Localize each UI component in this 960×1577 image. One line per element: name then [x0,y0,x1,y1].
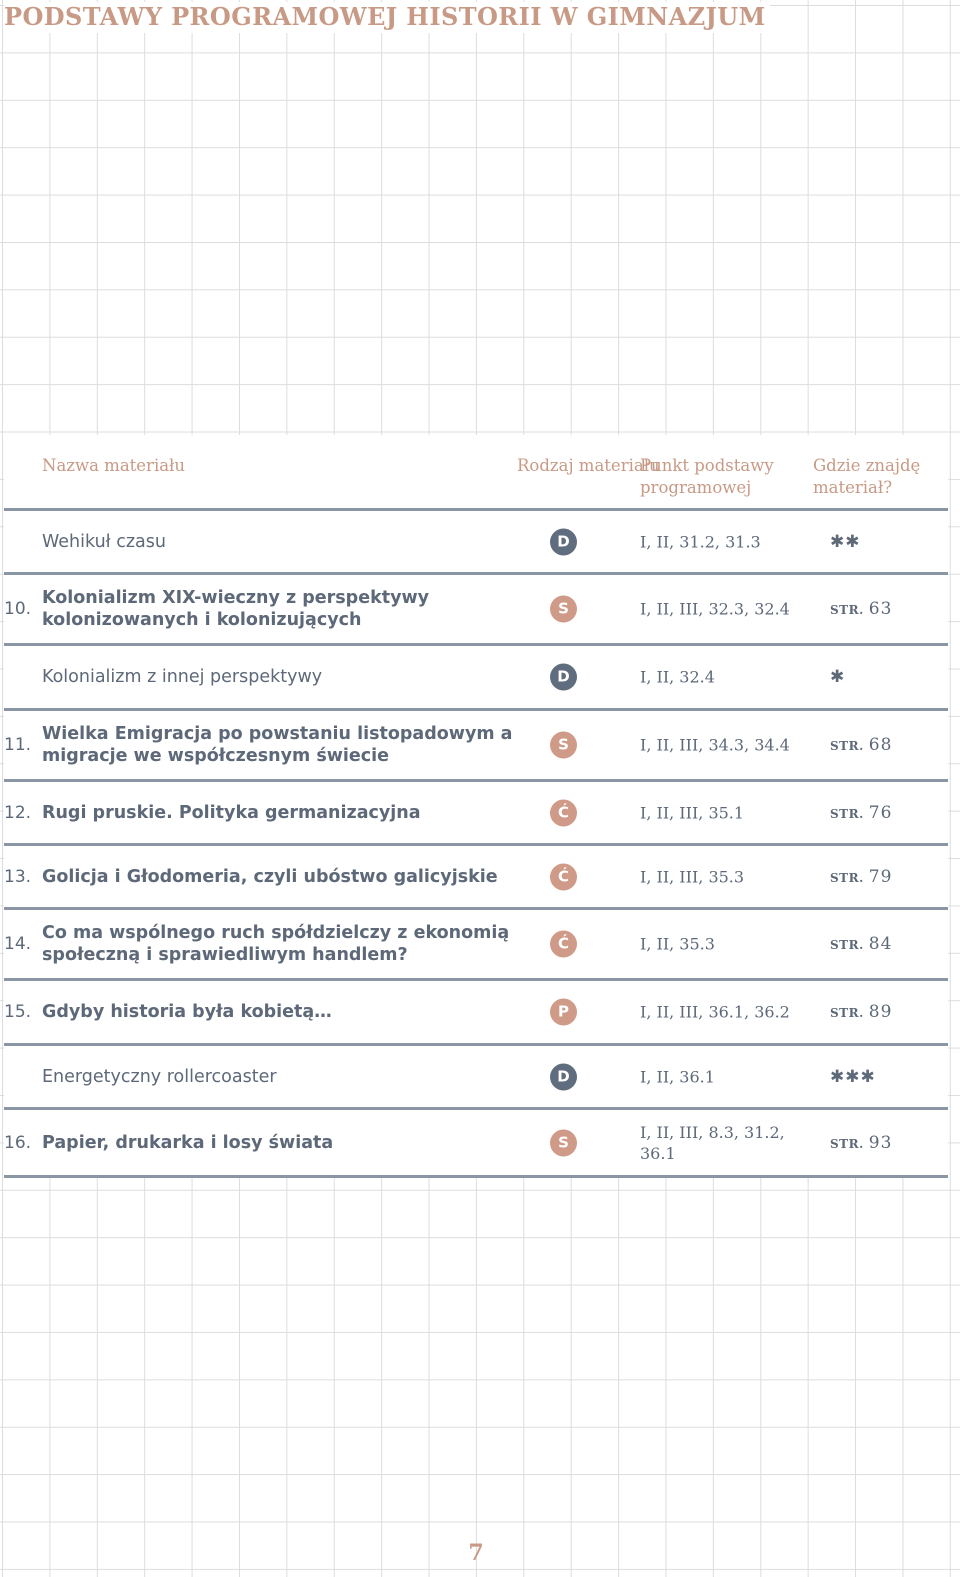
curriculum-points: I, II, 35.3 [640,934,715,954]
material-name: Rugi pruskie. Polityka germanizacyjna [42,802,421,823]
location-value: 93 [868,1132,893,1153]
material-name: Gdyby historia była kobietą… [42,1002,332,1022]
location-value: 63 [868,599,893,619]
location-value: ✱ [830,667,846,687]
table-row [4,511,948,575]
row-number: 15. [4,1002,32,1022]
curriculum-points: I, II, 32.4 [640,667,715,687]
header-name: Nazwa materiału [42,456,186,475]
table-row [4,846,948,910]
table-header [4,435,948,511]
row-number: 16. [4,1132,32,1153]
page-number: 7 [468,1540,484,1566]
page-label: STR. [830,806,864,821]
material-type-badge-icon: S [550,1129,577,1156]
table-row [4,575,948,646]
table-row [4,646,948,711]
location-value: 89 [868,1002,893,1022]
row-number: 11. [4,735,32,755]
curriculum-points: I, II, III, 35.1 [640,803,745,822]
curriculum-points: I, II, 36.1 [640,1067,715,1086]
location-value: 68 [868,735,893,755]
material-name: Co ma wspólnego ruch spółdzielczy z ekonomią społeczną i sprawiedliwym handlem? [42,923,510,965]
row-number: 13. [4,866,32,887]
table-row [4,910,948,981]
materials-table [4,435,948,1178]
material-type-badge-icon: D [550,664,577,691]
page-label: STR. [830,1006,864,1020]
location [830,599,892,619]
material-type-badge-icon: D [550,528,577,555]
location [830,803,892,823]
page-label: STR. [830,938,864,952]
material-type-badge-icon: S [550,596,577,623]
material-name: Kolonializm XIX-wieczny z perspektywy kolonizowanych i kolonizujących [42,588,430,630]
location-value: ✱✱✱ [830,1066,876,1087]
curriculum-points: I, II, III, 32.3, 32.4 [640,599,790,619]
location [830,667,845,687]
location [830,1067,876,1087]
table-row [4,981,948,1046]
material-type-badge-icon: D [550,1063,577,1090]
material-name: Golicja i Głodomeria, czyli ubóstwo galicyjskie [42,866,498,887]
location-value: 76 [868,802,893,823]
curriculum-points: I, II, 31.2, 31.3 [640,532,761,551]
location [830,1133,892,1153]
material-name: Papier, drukarka i losy świata [42,1132,334,1153]
curriculum-points: I, II, III, 8.3, 31.2, 36.1 [640,1122,785,1163]
curriculum-points: I, II, III, 34.3, 34.4 [640,735,790,755]
material-type-badge-icon: Ć [550,931,577,958]
location [830,735,892,755]
header-point: Punkt podstawy programowej [640,456,774,497]
header-type: Rodzaj materiału [517,456,660,475]
row-number: 14. [4,934,32,954]
table-row [4,1110,948,1178]
location-value: 84 [868,934,893,954]
header-where: Gdzie znajdę materiał? [813,456,921,497]
material-name: Energetyczny rollercoaster [42,1066,277,1087]
material-type-badge-icon: S [550,732,577,759]
table-row [4,782,948,846]
page-label: STR. [830,870,864,885]
curriculum-points: I, II, III, 35.3 [640,867,745,886]
table-row [4,711,948,782]
material-type-badge-icon: P [550,999,577,1026]
page-label: STR. [830,603,864,617]
page-label: STR. [830,739,864,753]
material-name: Kolonializm z innej perspektywy [42,667,323,687]
row-number: 12. [4,802,32,823]
curriculum-points: I, II, III, 36.1, 36.2 [640,1002,790,1022]
location [830,532,861,552]
page-title: PODSTAWY PROGRAMOWEJ HISTORII W GIMNAZJUM [4,2,770,33]
page-label: STR. [830,1136,864,1151]
material-name: Wielka Emigracja po powstaniu listopadowym a migracje we współczesnym świecie [42,724,513,766]
location-value: 79 [868,866,893,887]
material-type-badge-icon: Ć [550,799,577,826]
location [830,934,892,954]
row-number: 10. [4,599,32,619]
material-name: Wehikuł czasu [42,531,166,552]
table-row [4,1046,948,1110]
location [830,867,892,887]
location [830,1002,892,1022]
material-type-badge-icon: Ć [550,863,577,890]
location-value: ✱✱ [830,531,861,552]
